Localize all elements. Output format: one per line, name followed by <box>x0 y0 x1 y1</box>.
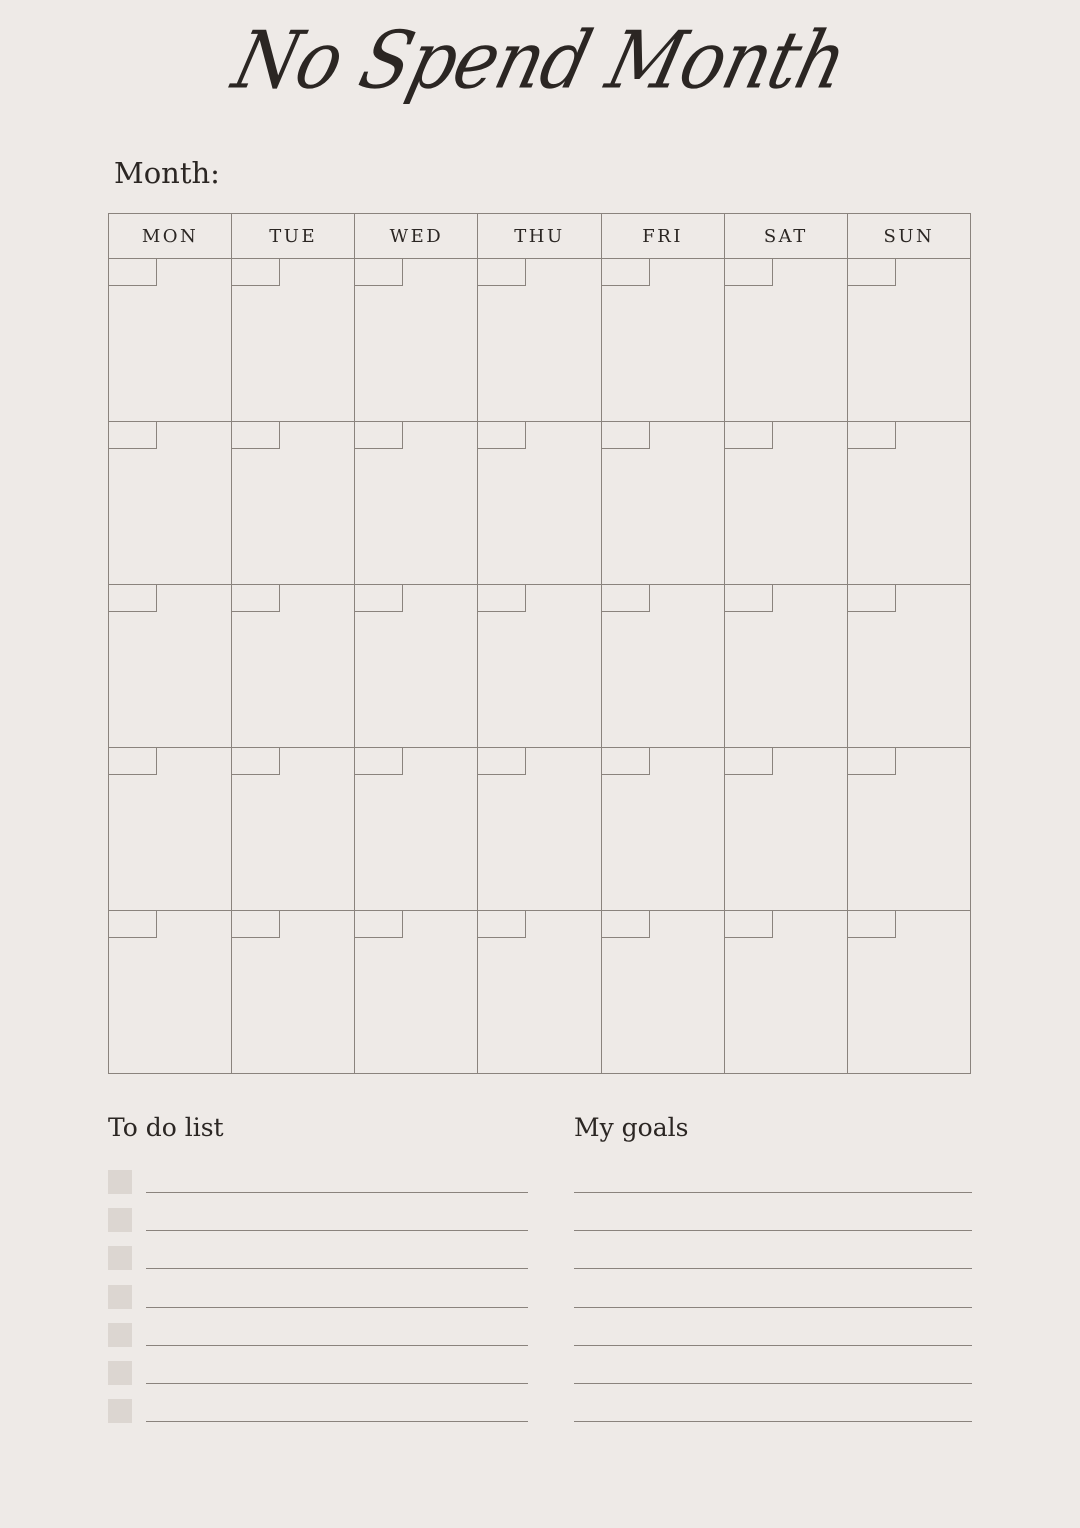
date-number-box[interactable] <box>109 422 157 449</box>
date-number-box[interactable] <box>602 748 650 775</box>
page-title: No Spend Month <box>224 13 856 107</box>
todo-checkbox[interactable] <box>108 1285 132 1309</box>
calendar-week <box>109 585 970 748</box>
goal-writing-line[interactable] <box>574 1307 972 1308</box>
day-cell[interactable] <box>848 422 970 584</box>
goal-writing-line[interactable] <box>574 1383 972 1384</box>
day-cell[interactable] <box>602 911 725 1073</box>
day-cell[interactable] <box>602 585 725 747</box>
calendar-grid <box>108 213 971 1074</box>
date-number-box[interactable] <box>725 422 773 449</box>
date-number-box[interactable] <box>109 259 157 286</box>
day-header-mon: MON <box>109 214 232 258</box>
todo-writing-line[interactable] <box>146 1268 528 1269</box>
day-cell[interactable] <box>355 259 478 421</box>
calendar-week <box>109 259 970 422</box>
day-cell[interactable] <box>355 422 478 584</box>
date-number-box[interactable] <box>109 748 157 775</box>
calendar-week <box>109 422 970 585</box>
todo-checkbox[interactable] <box>108 1399 132 1423</box>
date-number-box[interactable] <box>355 748 403 775</box>
day-cell[interactable] <box>109 422 232 584</box>
day-cell[interactable] <box>725 422 848 584</box>
day-cell[interactable] <box>355 585 478 747</box>
day-cell[interactable] <box>848 911 970 1073</box>
todo-writing-line[interactable] <box>146 1230 528 1231</box>
date-number-box[interactable] <box>848 748 896 775</box>
day-cell[interactable] <box>725 748 848 910</box>
day-header-thu: THU <box>478 214 601 258</box>
todo-writing-line[interactable] <box>146 1345 528 1346</box>
date-number-box[interactable] <box>602 259 650 286</box>
date-number-box[interactable] <box>355 585 403 612</box>
todo-writing-line[interactable] <box>146 1192 528 1193</box>
day-cell[interactable] <box>848 585 970 747</box>
date-number-box[interactable] <box>232 911 280 938</box>
day-header-sun: SUN <box>883 225 935 247</box>
day-cell[interactable] <box>602 422 725 584</box>
todo-checkbox[interactable] <box>108 1170 132 1194</box>
calendar-week <box>109 911 970 1073</box>
day-cell[interactable] <box>725 911 848 1073</box>
todo-item <box>108 1170 528 1194</box>
date-number-box[interactable] <box>602 422 650 449</box>
day-cell[interactable] <box>232 259 355 421</box>
todo-list-title: To do list <box>108 1113 224 1142</box>
date-number-box[interactable] <box>725 259 773 286</box>
date-number-box[interactable] <box>109 911 157 938</box>
date-number-box[interactable] <box>602 911 650 938</box>
date-number-box[interactable] <box>478 422 526 449</box>
day-cell[interactable] <box>602 748 725 910</box>
todo-checkbox[interactable] <box>108 1208 132 1232</box>
day-cell[interactable] <box>478 259 601 421</box>
day-cell[interactable] <box>848 748 970 910</box>
date-number-box[interactable] <box>725 911 773 938</box>
day-header-tue: TUE <box>232 214 355 258</box>
day-cell[interactable] <box>478 748 601 910</box>
date-number-box[interactable] <box>232 585 280 612</box>
date-number-box[interactable] <box>478 911 526 938</box>
goal-writing-line[interactable] <box>574 1268 972 1269</box>
date-number-box[interactable] <box>355 911 403 938</box>
day-cell[interactable] <box>848 259 970 421</box>
day-cell[interactable] <box>478 911 601 1073</box>
goal-writing-line[interactable] <box>574 1345 972 1346</box>
date-number-box[interactable] <box>232 748 280 775</box>
day-cell[interactable] <box>725 585 848 747</box>
day-cell[interactable] <box>355 911 478 1073</box>
day-cell[interactable] <box>109 259 232 421</box>
day-cell[interactable] <box>232 422 355 584</box>
todo-checkbox[interactable] <box>108 1246 132 1270</box>
todo-checkbox[interactable] <box>108 1323 132 1347</box>
date-number-box[interactable] <box>848 259 896 286</box>
day-cell[interactable] <box>109 911 232 1073</box>
day-cell[interactable] <box>232 911 355 1073</box>
calendar-header-row <box>109 214 970 259</box>
date-number-box[interactable] <box>848 911 896 938</box>
date-number-box[interactable] <box>602 585 650 612</box>
day-cell[interactable] <box>109 748 232 910</box>
day-cell[interactable] <box>232 748 355 910</box>
todo-item <box>108 1361 528 1385</box>
date-number-box[interactable] <box>109 585 157 612</box>
goal-writing-line[interactable] <box>574 1230 972 1231</box>
date-number-box[interactable] <box>232 259 280 286</box>
my-goals-title: My goals <box>574 1113 689 1142</box>
date-number-box[interactable] <box>478 585 526 612</box>
todo-checkbox[interactable] <box>108 1361 132 1385</box>
goal-writing-line[interactable] <box>574 1192 972 1193</box>
todo-item <box>108 1208 528 1232</box>
date-number-box[interactable] <box>355 259 403 286</box>
day-cell[interactable] <box>232 585 355 747</box>
date-number-box[interactable] <box>232 422 280 449</box>
date-number-box[interactable] <box>355 422 403 449</box>
date-number-box[interactable] <box>725 748 773 775</box>
day-cell[interactable] <box>355 748 478 910</box>
day-cell[interactable] <box>478 585 601 747</box>
todo-item <box>108 1399 528 1423</box>
calendar-weeks <box>109 259 970 1073</box>
day-header-wed: WED <box>355 214 478 258</box>
day-cell[interactable] <box>725 259 848 421</box>
goal-writing-line[interactable] <box>574 1421 972 1422</box>
date-number-box[interactable] <box>725 585 773 612</box>
month-label: Month: <box>114 156 220 190</box>
todo-writing-line[interactable] <box>146 1421 528 1422</box>
day-header-fri: FRI <box>602 214 725 258</box>
todo-item <box>108 1246 528 1270</box>
todo-item <box>108 1323 528 1347</box>
date-number-box[interactable] <box>848 422 896 449</box>
todo-writing-line[interactable] <box>146 1383 528 1384</box>
day-cell[interactable] <box>109 585 232 747</box>
day-cell[interactable] <box>478 422 601 584</box>
todo-writing-line[interactable] <box>146 1307 528 1308</box>
day-cell[interactable] <box>602 259 725 421</box>
date-number-box[interactable] <box>478 259 526 286</box>
date-number-box[interactable] <box>848 585 896 612</box>
todo-item <box>108 1285 528 1309</box>
calendar-week <box>109 748 970 911</box>
date-number-box[interactable] <box>478 748 526 775</box>
day-header-sat: SAT <box>725 214 848 258</box>
